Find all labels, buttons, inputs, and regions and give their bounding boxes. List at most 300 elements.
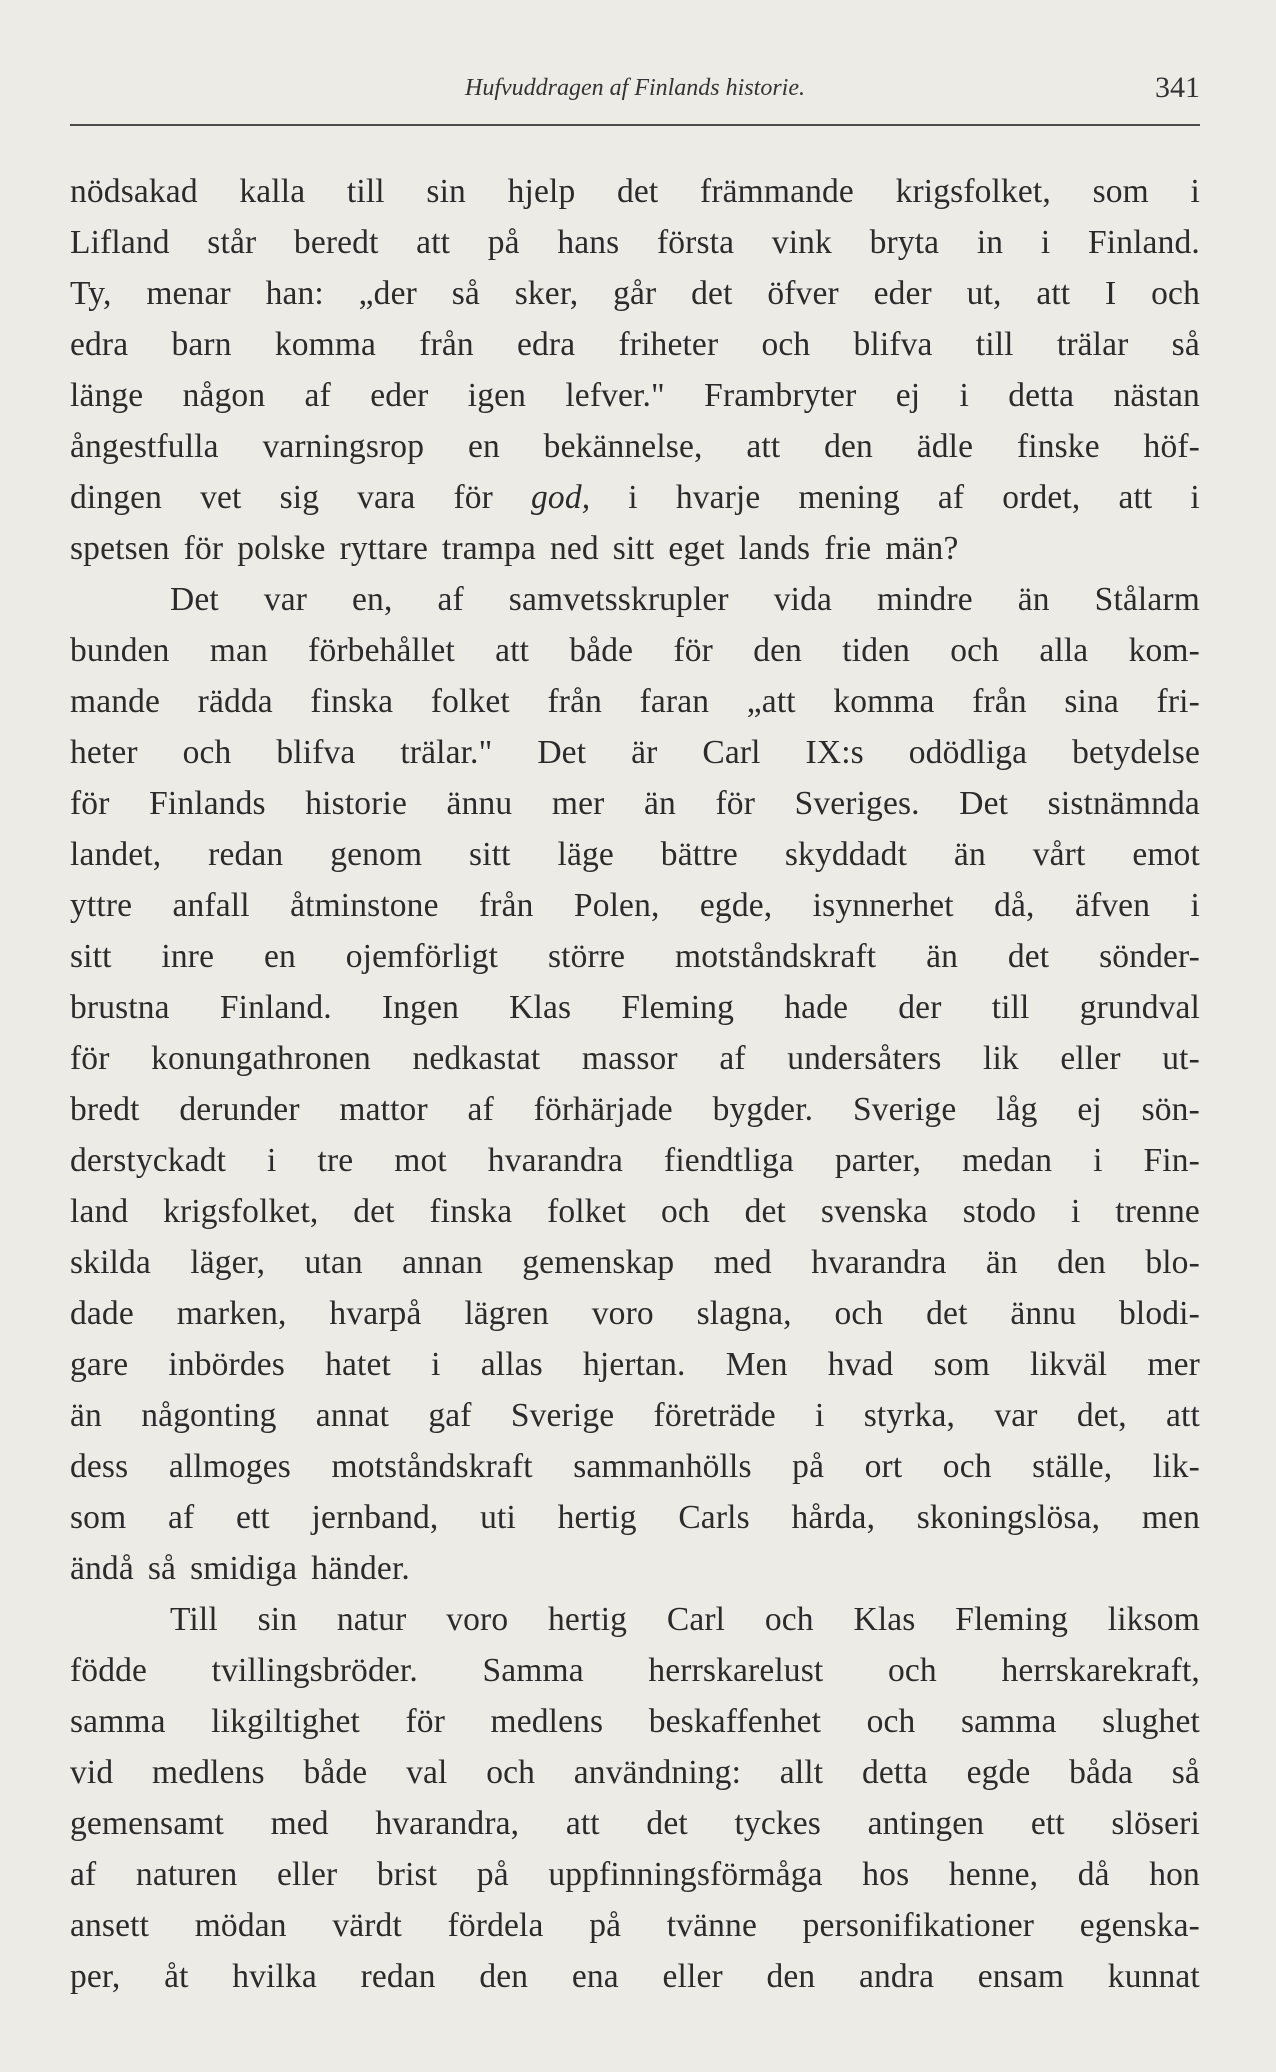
- word: åtminstone: [290, 887, 439, 924]
- word: frie: [824, 530, 872, 567]
- text-line: [70, 1186, 1200, 1237]
- word: från: [479, 887, 534, 924]
- word: för: [405, 1703, 446, 1740]
- word: med: [713, 1244, 772, 1281]
- word: tre: [317, 1142, 354, 1179]
- word: henne,: [948, 1856, 1039, 1893]
- word: det: [926, 1295, 968, 1332]
- word: anfall: [172, 887, 250, 924]
- word: Det: [537, 734, 587, 771]
- word: edra: [517, 326, 576, 363]
- word: gare: [70, 1346, 129, 1383]
- word: den: [1057, 1244, 1106, 1281]
- word: vida: [773, 581, 832, 618]
- word: för: [453, 479, 493, 516]
- word: ej: [895, 377, 921, 414]
- word: Klas: [509, 989, 572, 1026]
- word: män?: [885, 530, 959, 567]
- word: då: [1077, 1856, 1110, 1893]
- word: en: [263, 938, 296, 975]
- text-line: [70, 982, 1200, 1033]
- word: detta: [861, 1754, 928, 1791]
- word: hvad: [827, 1346, 894, 1383]
- word: inre: [161, 938, 215, 975]
- word: lands: [738, 530, 811, 567]
- word: antingen: [867, 1805, 985, 1842]
- word: parter,: [834, 1142, 922, 1179]
- word: än: [953, 836, 986, 873]
- text-line: [70, 676, 1200, 727]
- word: marken,: [176, 1295, 287, 1332]
- word: eller: [662, 1958, 723, 1995]
- word: hatet: [325, 1346, 391, 1383]
- word: i: [431, 1346, 441, 1383]
- word: brustna: [70, 989, 170, 1026]
- word: än: [985, 1244, 1018, 1281]
- word: likväl: [1030, 1346, 1108, 1383]
- word: från: [972, 683, 1027, 720]
- word: sitt: [70, 938, 112, 975]
- text-line: [70, 1339, 1200, 1390]
- word: bättre: [660, 836, 738, 873]
- word: konungathronen: [151, 1040, 371, 1077]
- word: var: [994, 1397, 1038, 1434]
- word: hvarpå: [329, 1295, 422, 1332]
- word: rädda: [197, 683, 273, 720]
- text-line: [70, 319, 1200, 370]
- text-line: [70, 625, 1200, 676]
- word: sitt: [469, 836, 511, 873]
- word: hjelp: [507, 173, 576, 210]
- word: liksom: [1107, 1601, 1200, 1638]
- word: Det: [170, 581, 219, 618]
- word: att: [746, 428, 781, 465]
- word: in: [976, 224, 1004, 261]
- word: och: [1151, 275, 1200, 312]
- word: främmande: [700, 173, 854, 210]
- word: igen: [467, 377, 527, 414]
- word: sker,: [514, 275, 579, 312]
- word: sig: [279, 479, 320, 516]
- text-line: [70, 829, 1200, 880]
- word: samvetsskrupler: [508, 581, 729, 618]
- word: Klas: [853, 1601, 916, 1638]
- word: står: [207, 224, 257, 261]
- word: skilda: [70, 1244, 151, 1281]
- text-line: [70, 1084, 1200, 1135]
- word: ställe,: [1032, 1448, 1113, 1485]
- word: Sverige: [510, 1397, 615, 1434]
- word: isynnerhet: [812, 887, 954, 924]
- word: brist: [376, 1856, 438, 1893]
- word: annat: [315, 1397, 390, 1434]
- word: fiendtliga: [664, 1142, 794, 1179]
- word: hos: [862, 1856, 910, 1893]
- word: så: [451, 275, 480, 312]
- word: trälar: [1056, 326, 1129, 363]
- word: grundval: [1079, 989, 1200, 1026]
- text-line: [70, 1594, 1200, 1645]
- body-text: [70, 166, 1200, 2002]
- word: och: [761, 326, 811, 363]
- word: ena: [571, 1958, 619, 1995]
- word: det: [617, 173, 659, 210]
- word: förhärjade: [533, 1091, 673, 1128]
- text-line: [70, 166, 1200, 217]
- word: Till: [170, 1601, 218, 1638]
- word: nästan: [1113, 377, 1200, 414]
- word: och: [486, 1754, 536, 1791]
- word: det: [353, 1193, 395, 1230]
- word: derstyckadt: [70, 1142, 227, 1179]
- text-line: [70, 1543, 1200, 1594]
- text-line: [70, 1492, 1200, 1543]
- word: derunder: [179, 1091, 300, 1128]
- word: af: [70, 1856, 97, 1893]
- word: då,: [994, 887, 1035, 924]
- text-line: [70, 1747, 1200, 1798]
- word: mening: [798, 479, 900, 516]
- word: IX:s: [805, 734, 864, 771]
- word: finska: [429, 1193, 513, 1230]
- word: och: [887, 1652, 937, 1689]
- word: och: [866, 1703, 916, 1740]
- word: natur: [336, 1601, 407, 1638]
- word: men: [1141, 1499, 1200, 1536]
- word: ett: [1030, 1805, 1065, 1842]
- word: af: [167, 1499, 195, 1536]
- word: egde: [966, 1754, 1031, 1791]
- word: i: [959, 377, 969, 414]
- word: mödan: [194, 1907, 287, 1944]
- word: i: [628, 479, 638, 516]
- word: den: [479, 1958, 529, 1995]
- word: betydelse: [1072, 734, 1200, 771]
- word: massor: [581, 1040, 678, 1077]
- word: ned: [549, 530, 599, 567]
- word: Ty,: [70, 275, 112, 312]
- text-line: [70, 1237, 1200, 1288]
- word: och: [950, 632, 1000, 669]
- text-line: [70, 1900, 1200, 1951]
- word: varningsrop: [262, 428, 425, 465]
- word: Finlands: [149, 785, 266, 822]
- word: den: [753, 632, 803, 669]
- word: hans: [557, 224, 620, 261]
- word: menar: [146, 275, 231, 312]
- word: i: [1190, 479, 1200, 516]
- word: jernband,: [311, 1499, 439, 1536]
- word: dade: [70, 1295, 134, 1332]
- word: för: [70, 1040, 110, 1077]
- word: bredt: [70, 1091, 140, 1128]
- word: medlens: [152, 1754, 265, 1791]
- text-line: [70, 574, 1200, 625]
- word: mindre: [876, 581, 973, 618]
- text-line: [70, 931, 1200, 982]
- word: så: [1171, 1754, 1200, 1791]
- word: folket: [430, 683, 510, 720]
- word: i: [1093, 1142, 1103, 1179]
- word: från: [419, 326, 474, 363]
- word: beskaffenhet: [648, 1703, 822, 1740]
- word: Finland.: [219, 989, 332, 1026]
- word: åt: [164, 1958, 189, 1995]
- word: man: [209, 632, 268, 669]
- word: tyckes: [734, 1805, 821, 1842]
- word: det: [646, 1805, 688, 1842]
- word: sammanhölls: [573, 1448, 752, 1485]
- word: på: [476, 1856, 509, 1893]
- word: andra: [858, 1958, 935, 1995]
- word: detta: [1008, 377, 1075, 414]
- word: krigsfolket,: [895, 173, 1051, 210]
- word: herrskarelust: [648, 1652, 824, 1689]
- word: redan: [360, 1958, 436, 1995]
- word: Frambryter: [704, 377, 857, 414]
- text-line: [70, 217, 1200, 268]
- word: af: [937, 479, 965, 516]
- word: blodi-: [1118, 1295, 1200, 1332]
- text-line: [70, 421, 1200, 472]
- word: hade: [784, 989, 849, 1026]
- word: Carl: [666, 1601, 726, 1638]
- word: på: [792, 1448, 825, 1485]
- word: alla: [1039, 632, 1089, 669]
- word: bekännelse,: [543, 428, 703, 465]
- word: stodo: [962, 1193, 1037, 1230]
- word: ryttare: [339, 530, 429, 567]
- word: ej: [1077, 1091, 1102, 1128]
- word: vårt: [1032, 836, 1086, 873]
- word: uppfinningsförmåga: [548, 1856, 823, 1893]
- word: uti: [480, 1499, 516, 1536]
- word: någonting: [141, 1397, 277, 1434]
- word: sön-: [1141, 1091, 1200, 1128]
- word: likgiltighet: [211, 1703, 360, 1740]
- word: lik-: [1152, 1448, 1200, 1485]
- word: Stålarm: [1094, 581, 1200, 618]
- word: med: [270, 1805, 329, 1842]
- word: den: [766, 1958, 816, 1995]
- word: ensam: [977, 1958, 1065, 1995]
- text-line: [70, 1849, 1200, 1900]
- word: motståndskraft: [675, 938, 877, 975]
- word: Carls: [678, 1499, 750, 1536]
- word: blo-: [1145, 1244, 1200, 1281]
- word: tiden: [842, 632, 911, 669]
- word: att: [565, 1805, 600, 1842]
- word: folket: [547, 1193, 627, 1230]
- word: än: [1017, 581, 1050, 618]
- word: genom: [330, 836, 423, 873]
- word: Fleming: [955, 1601, 1068, 1638]
- word: historie: [305, 785, 407, 822]
- word: som: [70, 1499, 127, 1536]
- word: odödliga: [908, 734, 1028, 771]
- word: mer: [1147, 1346, 1200, 1383]
- word: kom-: [1128, 632, 1200, 669]
- word: så: [1171, 326, 1200, 363]
- word: beredt: [293, 224, 379, 261]
- word: och: [182, 734, 232, 771]
- word: vet: [200, 479, 242, 516]
- word: hjertan.: [583, 1346, 686, 1383]
- word: inbördes: [168, 1346, 285, 1383]
- word: i: [1040, 224, 1051, 261]
- word: af: [437, 581, 464, 618]
- word: kalla: [239, 173, 306, 210]
- text-line: [70, 1135, 1200, 1186]
- text-line: [70, 778, 1200, 829]
- text-line: [70, 1441, 1200, 1492]
- word: ångestfulla: [70, 428, 219, 465]
- word: och: [764, 1601, 814, 1638]
- word: för: [70, 785, 110, 822]
- word: spetsen: [70, 530, 170, 567]
- word: gemenskap: [522, 1244, 675, 1281]
- word: en: [467, 428, 500, 465]
- word: gemensamt: [70, 1805, 224, 1842]
- word: naturen: [135, 1856, 238, 1893]
- text-line: [70, 268, 1200, 319]
- word: att: [1118, 479, 1153, 516]
- word: första: [656, 224, 735, 261]
- word: motståndskraft: [331, 1448, 533, 1485]
- word: annan: [402, 1244, 483, 1281]
- word: bygder.: [712, 1091, 814, 1128]
- word: allmoges: [168, 1448, 291, 1485]
- word: eder: [873, 275, 932, 312]
- word: och: [660, 1193, 710, 1230]
- word: i: [1070, 1193, 1081, 1230]
- word: födde: [70, 1652, 148, 1689]
- word: sönder-: [1099, 938, 1200, 975]
- word: af: [467, 1091, 494, 1128]
- word: blifva: [276, 734, 356, 771]
- word: ordet,: [1002, 479, 1081, 516]
- word: det: [744, 1193, 787, 1230]
- word: slagna,: [696, 1295, 792, 1332]
- word: företräde: [653, 1397, 776, 1434]
- word: krigsfolket,: [163, 1193, 319, 1230]
- word: att: [416, 224, 451, 261]
- word: både: [569, 632, 634, 669]
- page-number: 341: [1155, 71, 1200, 104]
- word: ett: [235, 1499, 270, 1536]
- word: lefver.": [565, 377, 665, 414]
- word: af: [304, 377, 331, 414]
- word: större: [547, 938, 626, 975]
- word: till: [975, 326, 1014, 363]
- word: för: [183, 530, 224, 567]
- word: eder: [370, 377, 429, 414]
- text-line: [70, 1390, 1200, 1441]
- word: ut-: [1162, 1040, 1200, 1077]
- word: Carl: [702, 734, 761, 771]
- word: båda: [1069, 1754, 1133, 1791]
- word: Samma: [482, 1652, 584, 1689]
- word: för: [715, 785, 755, 822]
- word: egde,: [699, 887, 773, 924]
- word: vara: [357, 479, 416, 516]
- word: polske: [237, 530, 326, 567]
- word: värdt: [332, 1907, 402, 1944]
- word: Men: [725, 1346, 788, 1383]
- word: sina: [1064, 683, 1119, 720]
- word: smidiga: [190, 1550, 298, 1587]
- word: vid: [70, 1754, 114, 1791]
- word: hvilka: [232, 1958, 317, 1995]
- word: voro: [446, 1601, 509, 1638]
- text-line: [70, 1288, 1200, 1339]
- word: undersåters: [787, 1040, 942, 1077]
- word: han:: [265, 275, 324, 312]
- word: på: [487, 224, 520, 261]
- word: hårda,: [791, 1499, 876, 1536]
- word: Det: [959, 785, 1009, 822]
- word: lägren: [464, 1295, 549, 1332]
- word: går: [613, 275, 657, 312]
- word: komma: [833, 683, 935, 720]
- word: kunnat: [1107, 1958, 1200, 1995]
- word: hertig: [548, 1601, 628, 1638]
- word: som: [933, 1346, 990, 1383]
- word: sitt: [612, 530, 655, 567]
- word: mot: [394, 1142, 447, 1179]
- word: medlens: [490, 1703, 604, 1740]
- word: medan: [962, 1142, 1053, 1179]
- word: dess: [70, 1448, 129, 1485]
- running-title: Hufvuddragen af Finlands historie.: [465, 75, 805, 101]
- word: på: [589, 1907, 622, 1944]
- word: friheter: [618, 326, 719, 363]
- word: förbehållet: [308, 632, 455, 669]
- word: så: [147, 1550, 177, 1587]
- word: hvarje: [675, 479, 761, 516]
- word: mande: [70, 683, 161, 720]
- word: mattor: [339, 1091, 428, 1128]
- word: nödsakad: [70, 173, 198, 210]
- word: och: [942, 1448, 992, 1485]
- word: herrskarekraft,: [1001, 1652, 1200, 1689]
- word: än: [926, 938, 959, 975]
- word: landet,: [70, 836, 162, 873]
- word: Polen,: [573, 887, 660, 924]
- word: händer.: [311, 1550, 410, 1587]
- word: var: [263, 581, 308, 618]
- word: land: [70, 1193, 129, 1230]
- word: i: [815, 1397, 825, 1434]
- word: att: [495, 632, 530, 669]
- word: Fleming: [621, 989, 735, 1026]
- word: hvarandra: [811, 1244, 947, 1281]
- word: höf-: [1143, 428, 1200, 465]
- word: ojemförligt: [345, 938, 499, 975]
- word: „der: [358, 275, 417, 312]
- word: fri-: [1156, 683, 1200, 720]
- text-line: [70, 880, 1200, 931]
- word: läger,: [190, 1244, 266, 1281]
- word: hon: [1149, 1856, 1200, 1893]
- word: öfver: [767, 275, 839, 312]
- word: val: [406, 1754, 448, 1791]
- word: lik: [983, 1040, 1019, 1077]
- word: en,: [352, 581, 393, 618]
- word: både: [303, 1754, 368, 1791]
- word: låg: [996, 1091, 1038, 1128]
- word: att: [1036, 275, 1071, 312]
